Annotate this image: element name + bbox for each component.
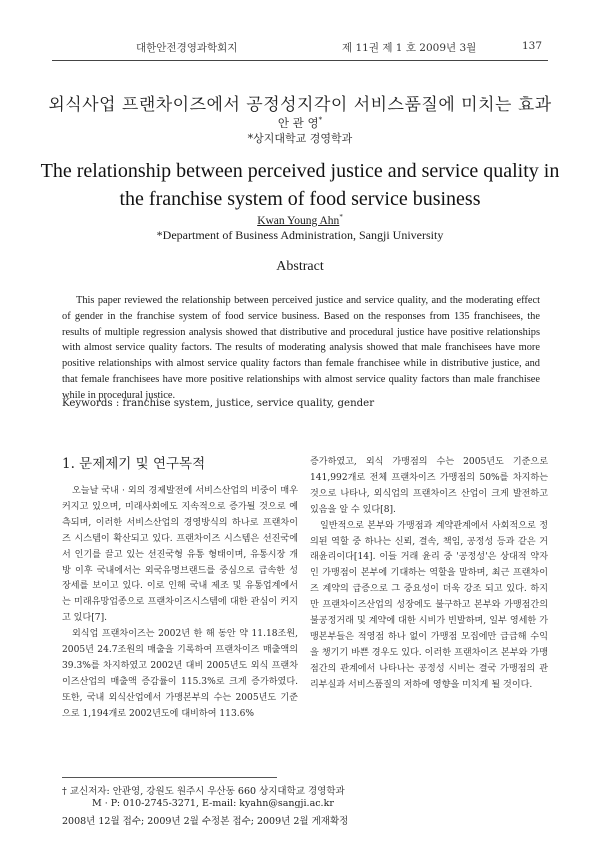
- right-column: [310, 455, 548, 694]
- footnote-dates: 2008년 12월 접수; 2009년 2월 수정본 접수; 2009년 2월 게재확정: [62, 816, 349, 827]
- page-number: 137: [521, 40, 542, 52]
- english-author-mark: *: [339, 213, 343, 221]
- abstract-heading: Abstract: [276, 259, 324, 274]
- left-paragraph-1: 오늘날 국내 · 외의 경제발전에 서비스산업의 비중이 매우 커지고 있으며, 미래사회에도 지속적으로 증가될 것으로 예측되며, 이러한 서비스산업의 경영방식의 하나로 프랜차이즈 시스템이 확산되고 있다. 프랜차이즈 시스템은 선진국에서 인기를 끌고 있는 선진국형 유통 형태이며, 유통시장 개방 이후 국내에서는 외국유명브랜드를 중심으로 급속한 성장세를 보이고 있다. 이로 인해 국내 제조 및 유통업계에서는 미래유망업종으로 프랜차이즈시스템에 대한 관심이 커지고 있다[7].: [62, 486, 298, 624]
- issue-info: 제 11권 제 1 호 2009년 3월: [342, 42, 477, 54]
- korean-author-name: 안 관 영: [277, 116, 319, 130]
- journal-name: 대한안전경영과학회지: [136, 42, 238, 54]
- footnote-corresponding-author: † 교신저자: 안관영, 강원도 원주시 우산동 660 상지대학교 경영학과: [62, 786, 345, 797]
- korean-author: [40, 115, 560, 131]
- english-author: [40, 213, 560, 227]
- korean-affiliation: *상지대학교 경영학과: [247, 132, 353, 145]
- english-title: The relationship between perceived justice and service quality in the franchise system of food service business: [40, 160, 560, 210]
- keywords: Keywords : franchise system, justice, service quality, gender: [62, 398, 375, 409]
- header-rule: [52, 60, 548, 61]
- korean-title: 외식사업 프랜차이즈에서 공정성지각이 서비스품질에 미치는 효과: [48, 95, 552, 115]
- left-paragraph-2: 외식업 프랜차이즈는 2002년 한 해 동안 약 11.18조원, 2005년 24.7조원의 매출을 기록하여 프랜차이즈 매출액의 39.3%를 차지하였고 2002년 대비 2005년도 외식 프랜차이즈산업의 매출액 증감률이 115.3%로 크게 증가하였다. 또한, 국내 외식산업에서 가맹본부의 수는 2005년도 기준으로 1,194개로 2002년도에 대비하여 113.6%: [62, 629, 298, 719]
- footnote-rule: [62, 777, 277, 778]
- english-author-name: Kwan Young Ahn: [257, 214, 340, 227]
- right-paragraph-2: 일반적으로 본부와 가맹점과 계약관계에서 사회적으로 정의된 역할 중 하나는 신뢰, 결속, 책임, 공정성 등과 같은 거래윤리이다[14]. 이들 거래 윤리 중 '공정성'은 상대적 약자인 가맹점이 본부에 기대하는 역할을 말하며, 최근 프랜차이즈 계약의 급증으로 그 중요성이 더욱 강조 되고 있다. 하지만 프랜차이즈산업의 성장에도 불구하고 본부와 가맹점간의 불공정거래 및 계약에 대한 시비가 빈발하며, 일부 영세한 가맹본부들은 적영점 하나 없이 가맹점 모집에만 급급해 수익을 챙기기 바쁜 경우도 있다. 이러한 프랜차이즈 본부와 가맹점간의 관계에서 나타나는 공정성 시비는 결국 가맹점의 관리부실과 서비스품질의 저하에 영향을 미치게 될 것이다.: [310, 520, 548, 690]
- left-column: [62, 484, 298, 723]
- right-paragraph-1: 증가하였고, 외식 가맹점의 수는 2005년도 기준으로 141,992개로 전체 프랜차이즈 가맹점의 50%를 차지하는 것으로 나타나, 외식업의 프랜차이즈 산업이 크게 발전하고 있음을 알 수 있다[8].: [310, 457, 548, 515]
- korean-author-mark: *: [318, 116, 323, 125]
- abstract-text: This paper reviewed the relationship between perceived justice and service quality, and the moderating effect of gender in the franchise system of food service business. Based on the responses from 135 franchisees, the results of multiple regression analysis showed that distributive and procedural justice have positive relationships with almost service quality factors. The results of moderating analysis showed that male franchisees have more positive relationships with almost service quality factors than female franchisee while in distributive justice, and that female franchisees have more positive relationships with almost service quality factors than male franchisee while in procedural justice.: [62, 295, 540, 401]
- footnote-contact: M · P: 010-2745-3271, E-mail: kyahn@sangji.ac.kr: [92, 798, 334, 809]
- section-heading: 1. 문제제기 및 연구목적: [62, 456, 206, 472]
- english-affiliation: *Department of Business Administration, Sangji University: [156, 228, 444, 242]
